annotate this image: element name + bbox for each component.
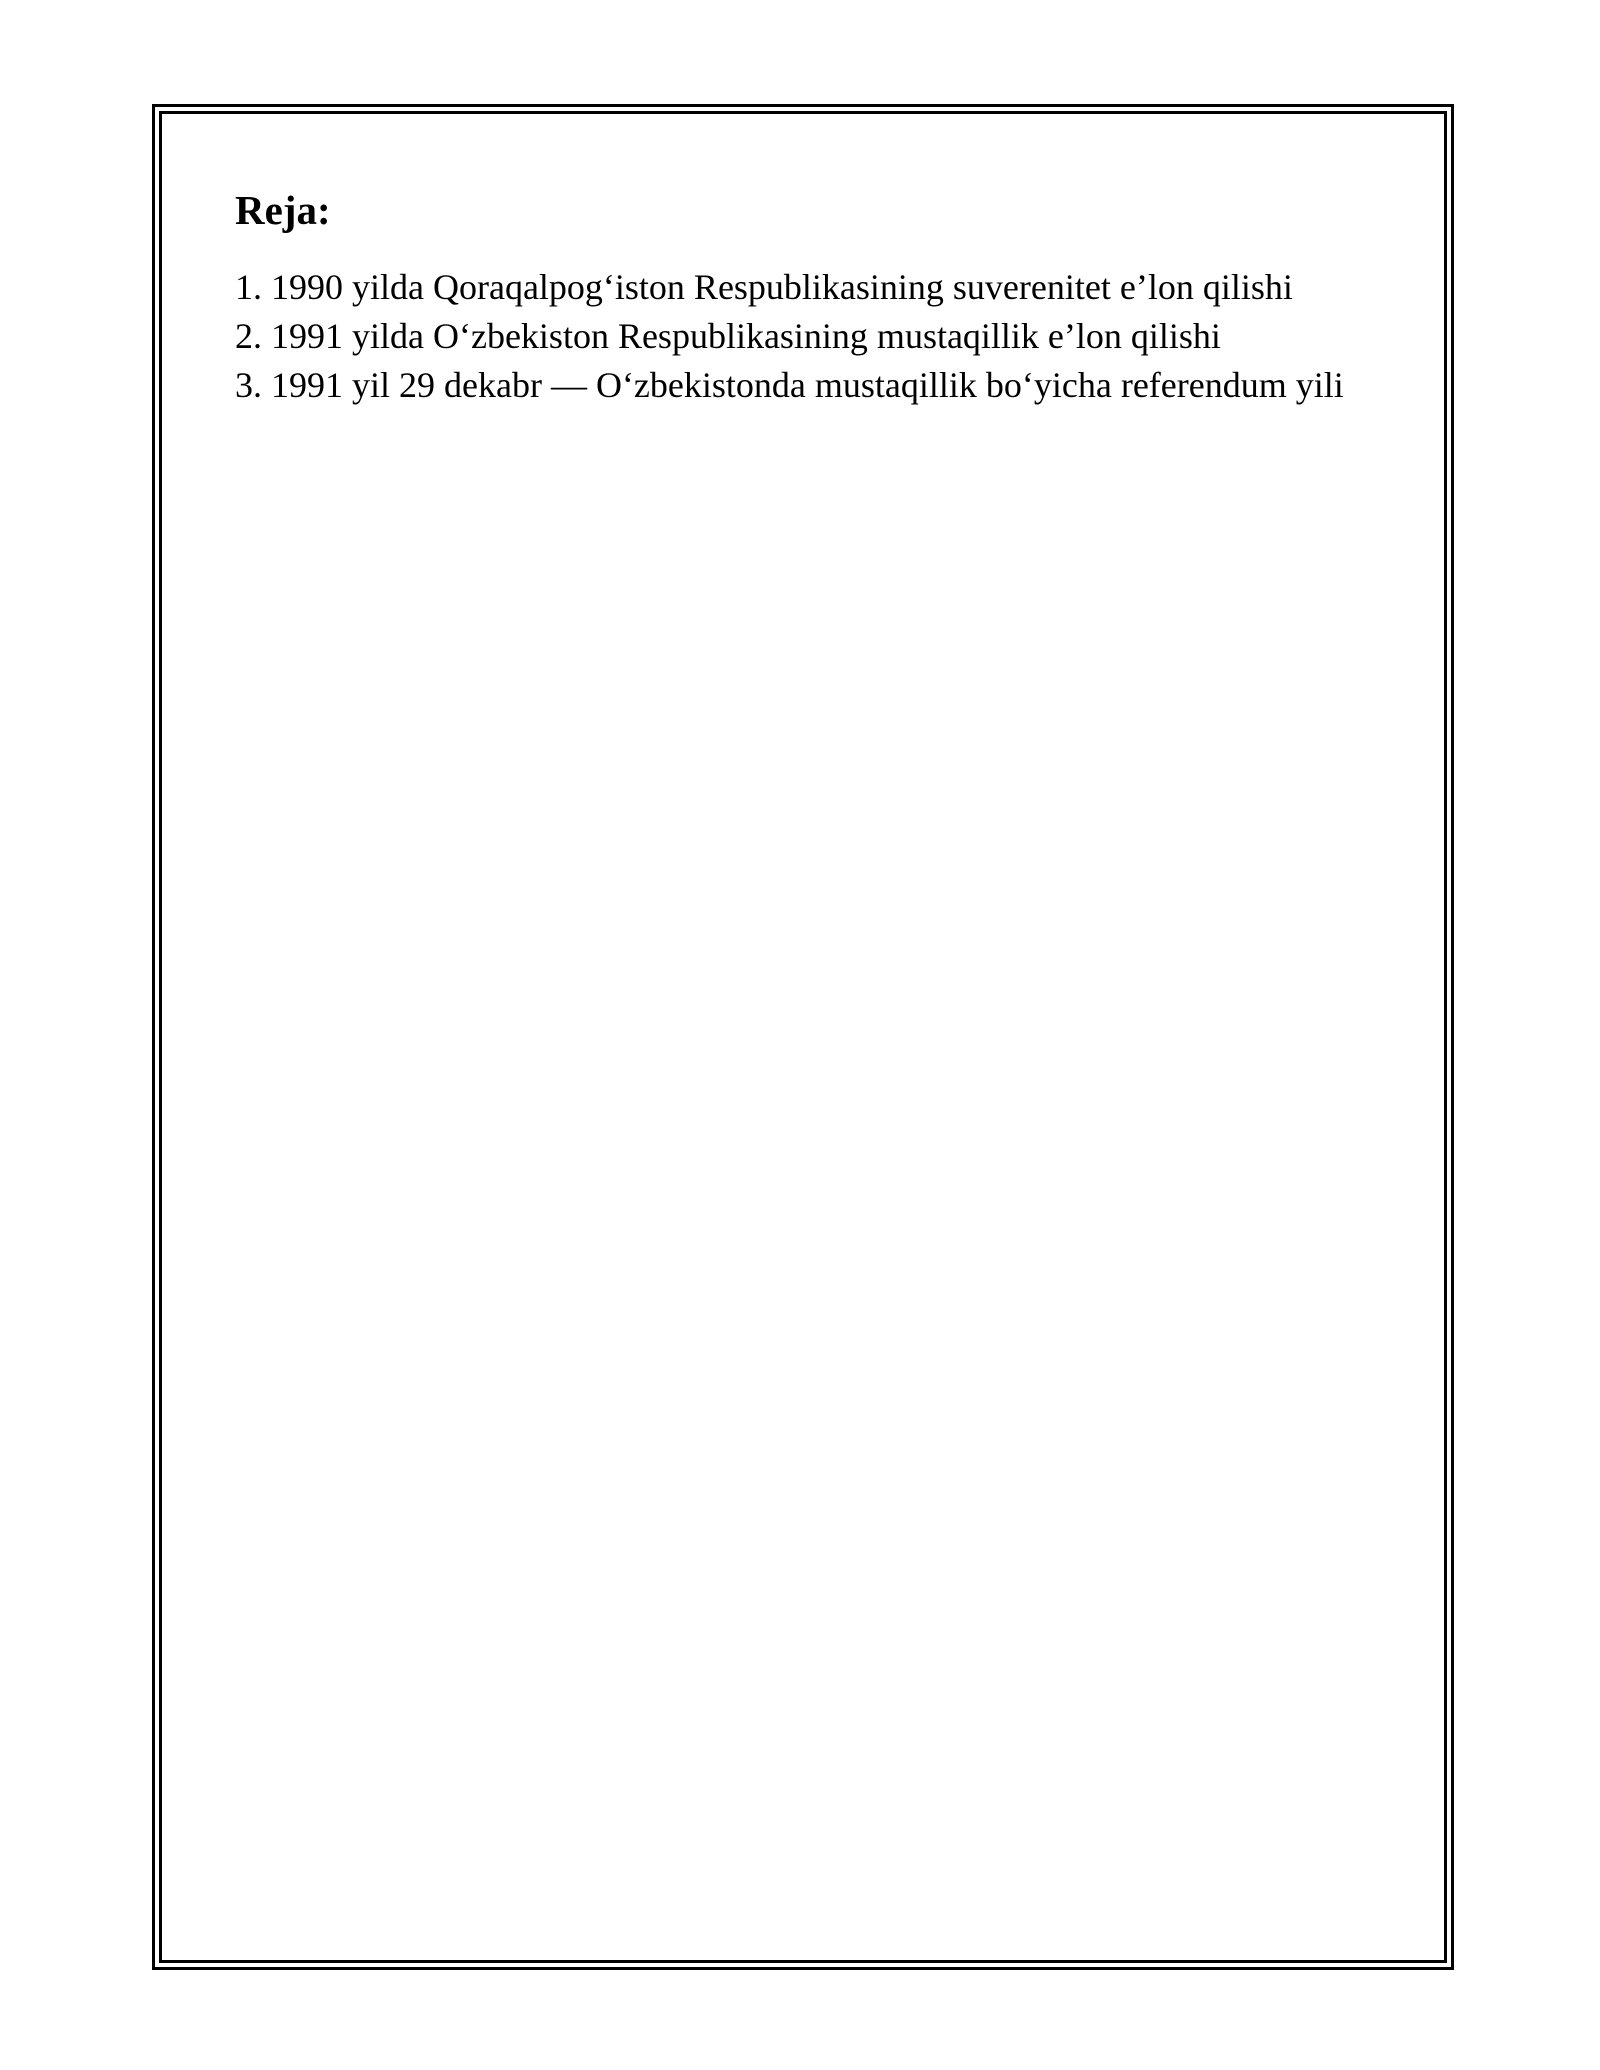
plan-item-3 (235, 361, 1385, 410)
document-content (235, 186, 1385, 410)
plan-item-text: 1990 yilda Qoraqalpog‘iston Respublikasining suverenitet e’lon qilishi (271, 267, 1293, 308)
plan-item-2 (235, 312, 1385, 361)
plan-heading: Reja: (235, 187, 331, 233)
plan-item-number: 3. (235, 365, 262, 406)
plan-item-1 (235, 263, 1385, 312)
plan-list (235, 263, 1385, 410)
plan-item-text: 1991 yilda O‘zbekiston Respublikasining mustaqillik e’lon qilishi (271, 316, 1221, 357)
plan-item-text: 1991 yil 29 dekabr — O‘zbekistonda mustaqillik bo‘yicha referendum yili (271, 365, 1344, 406)
plan-item-number: 1. (235, 267, 262, 308)
plan-item-number: 2. (235, 316, 262, 357)
